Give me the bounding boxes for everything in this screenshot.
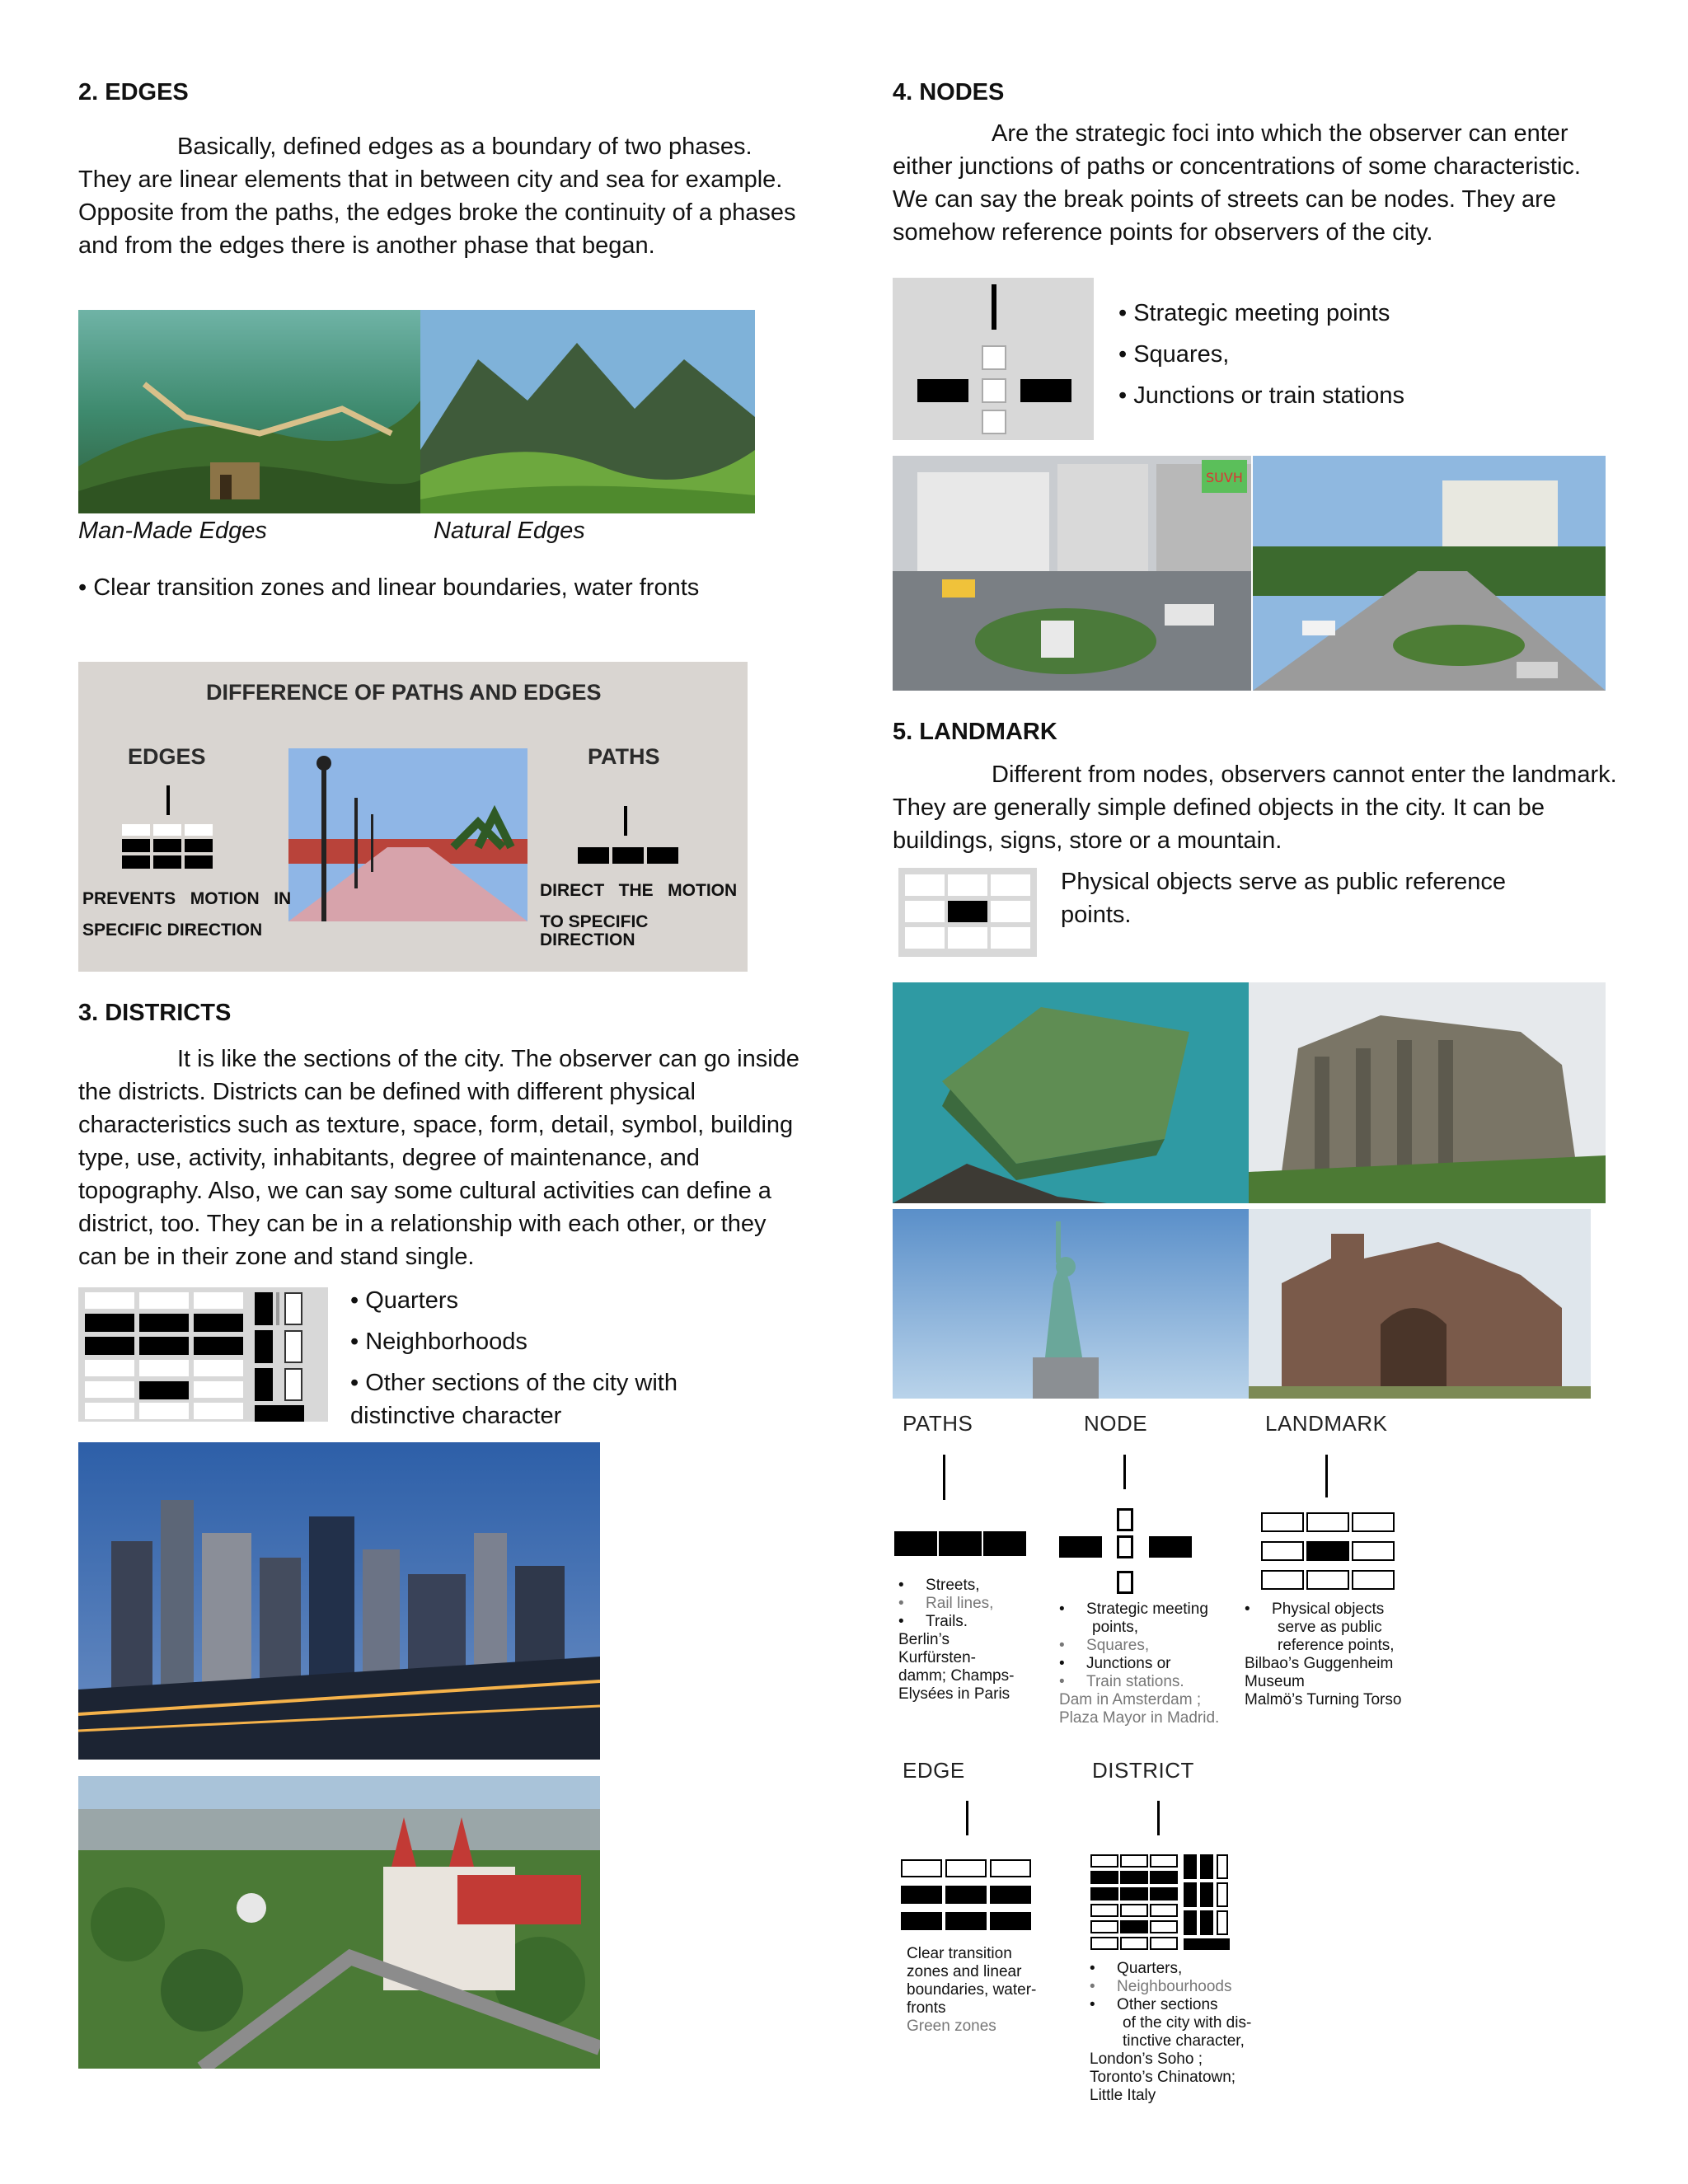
summary-paths-block-2 — [939, 1531, 982, 1556]
summary-edge-cell-filled — [945, 1912, 987, 1930]
summary-edge-line-3: boundaries, water- — [907, 1981, 1037, 1999]
summary-landmark-cell — [1352, 1512, 1395, 1532]
summary-landmark-cell — [1306, 1570, 1349, 1590]
summary-node-item — [1059, 1637, 1249, 1655]
difference-panel — [78, 662, 748, 972]
promenade-photo — [288, 748, 528, 921]
summary-node-example-1: Dam in Amsterdam ; — [1059, 1691, 1202, 1708]
summary-paths-text — [898, 1577, 1030, 1704]
bullet-dot: • — [1090, 1978, 1118, 1995]
summary-district-line — [1157, 1801, 1160, 1835]
bullet-dot: • — [898, 1577, 926, 1594]
summary-node-item-2: points, — [1092, 1619, 1138, 1636]
summary-paths-item — [898, 1595, 1030, 1613]
summary-node-line — [1123, 1455, 1126, 1489]
summary-landmark-cell — [1261, 1541, 1304, 1561]
natural-edge-photo — [420, 310, 755, 513]
summary-district-cell-filled — [1090, 1871, 1118, 1884]
node-glyph — [893, 278, 1094, 440]
plaza-photo-sign: SUVH — [1206, 470, 1243, 485]
summary-landmark-cell-filled — [1306, 1541, 1349, 1561]
city-night-photo — [78, 1442, 600, 1760]
districts-bullet-2: • Neighborhoods — [350, 1329, 528, 1355]
summary-node-box-2 — [1117, 1535, 1133, 1558]
nodes-heading: 4. NODES — [893, 79, 1005, 105]
nodes-paragraph — [893, 117, 1618, 249]
paths-desc-line2: TO SPECIFIC DIRECTION — [540, 912, 649, 949]
summary-paths-example-3: Elysées in Paris — [898, 1685, 1010, 1703]
summary-district-cell — [1150, 1937, 1178, 1950]
summary-node-item-5: Train stations. — [1086, 1673, 1184, 1690]
summary-edge-extra: Green zones — [907, 2018, 996, 2035]
summary-district-cell — [1150, 1854, 1178, 1868]
summary-paths-block-1 — [894, 1531, 937, 1556]
bullet-dot: • — [1059, 1601, 1087, 1618]
summary-landmark-line — [1325, 1455, 1328, 1497]
summary-landmark-example-2: Museum — [1245, 1673, 1305, 1690]
summary-edge-line — [966, 1801, 968, 1835]
summary-district-item-3: Other sections — [1117, 1996, 1218, 2013]
difference-title: DIFFERENCE OF PATHS AND EDGES — [206, 680, 602, 705]
summary-district-item — [1090, 1978, 1279, 1996]
summary-edge-cell-filled — [945, 1886, 987, 1904]
nodes-paragraph-text: Are the strategic foci into which the observer can enter either junctions of paths or concentrations of some characteristic. We can say the break points of streets can be nodes. They are somehow reference points for observers of the city. — [893, 120, 1581, 246]
summary-landmark-item — [1245, 1601, 1434, 1619]
districts-paragraph — [78, 1043, 804, 1273]
landmark-glyph — [898, 868, 1037, 957]
summary-node-item — [1059, 1655, 1249, 1673]
summary-district-cell-filled — [1120, 1871, 1148, 1884]
statue-of-liberty-photo — [893, 1209, 1249, 1399]
summary-paths-label: PATHS — [903, 1411, 973, 1436]
natural-edges-caption: Natural Edges — [434, 518, 585, 544]
summary-district-cell — [1217, 1854, 1228, 1879]
man-made-edge-photo — [78, 310, 420, 513]
summary-district-example-2: Toronto’s Chinatown; — [1090, 2069, 1236, 2086]
summary-district-cell — [1090, 1904, 1118, 1917]
summary-district-cell-filled — [1184, 1854, 1197, 1879]
edges-paragraph — [78, 130, 804, 262]
summary-edge-line-2: zones and linear — [907, 1963, 1022, 1980]
summary-district-label: DISTRICT — [1092, 1758, 1194, 1783]
summary-paths-item — [898, 1577, 1030, 1595]
summary-edge-cell — [901, 1859, 942, 1877]
summary-landmark-item-2: serve as public — [1278, 1619, 1382, 1636]
landmark-note: Physical objects serve as public reference points. — [1061, 869, 1506, 928]
districts-bullet-3: • Other sections of the city with distinctive character — [350, 1370, 678, 1429]
summary-landmark-cell — [1306, 1512, 1349, 1532]
island-fort-photo — [893, 982, 1249, 1203]
edges-desc-line2: SPECIFIC DIRECTION — [82, 921, 263, 940]
summary-landmark-text — [1245, 1601, 1434, 1709]
summary-district-cell — [1090, 1854, 1118, 1868]
summary-landmark-cell — [1261, 1570, 1304, 1590]
summary-district-cell — [1217, 1882, 1228, 1907]
summary-node-block-left — [1059, 1536, 1102, 1558]
summary-district-cell — [1150, 1920, 1178, 1933]
edges-paragraph-text: Basically, defined edges as a boundary of two phases. They are linear elements that in between city and sea for example. Opposite from the paths, the edges broke the continuity of a phases and from the edges there is another phase that began. — [78, 134, 796, 259]
summary-landmark-cell — [1261, 1512, 1304, 1532]
districts-paragraph-text: It is like the sections of the city. The observer can go inside the districts. Districts can be defined with different physical characteristics such as texture, space, form, detail, symbol, building type, use, activity, inhabitants, degree of maintenance, and topography. Also, we can say some cultural activities can define a district, too. They can be in a relationship with each other, or they can be in their zone and stand single. — [78, 1046, 799, 1270]
bullet-dot: • — [1090, 1960, 1118, 1977]
summary-paths-example-2: damm; Champs- — [898, 1667, 1015, 1685]
summary-district-example-3: Little Italy — [1090, 2087, 1156, 2104]
district-glyph — [78, 1287, 328, 1422]
difference-paths-label: PATHS — [588, 744, 660, 769]
summary-node-item — [1059, 1601, 1249, 1619]
summary-edge-cell-filled — [990, 1886, 1031, 1904]
summary-edge-cell-filled — [990, 1912, 1031, 1930]
summary-district-item-5: tinctive character, — [1123, 2032, 1245, 2050]
summary-landmark-example-3: Malmö’s Turning Torso — [1245, 1691, 1402, 1708]
bullet-dot: • — [898, 1595, 926, 1612]
ruins-photo — [1249, 982, 1606, 1203]
summary-edge-cell — [945, 1859, 987, 1877]
summary-district-item-1: Quarters, — [1117, 1960, 1183, 1977]
summary-district-cell-filled — [1184, 1882, 1197, 1907]
summary-paths-block-3 — [983, 1531, 1026, 1556]
summary-paths-item — [898, 1613, 1030, 1631]
summary-node-box-3 — [1117, 1571, 1133, 1594]
summary-district-cell-filled — [1200, 1882, 1213, 1907]
edges-bullet: • Clear transition zones and linear boundaries, water fronts — [78, 574, 700, 601]
summary-district-cell-filled — [1120, 1920, 1148, 1933]
summary-paths-example-1: Berlin’s Kurfürsten- — [898, 1631, 976, 1666]
summary-district-cell — [1120, 1854, 1148, 1868]
nodes-bullets — [1118, 293, 1404, 416]
summary-landmark-cell — [1352, 1570, 1395, 1590]
church-photo — [1249, 1209, 1591, 1399]
landmark-paragraph — [893, 758, 1618, 857]
summary-edge-line-1: Clear transition — [907, 1945, 1012, 1962]
summary-district-cell-filled — [1150, 1887, 1178, 1900]
plaza-photo — [893, 456, 1251, 691]
districts-bullet-1: • Quarters — [350, 1287, 459, 1314]
summary-district-item — [1090, 1960, 1279, 1978]
summary-district-item-2: Neighbourhoods — [1117, 1978, 1232, 1995]
summary-district-cell-filled — [1200, 1910, 1213, 1935]
summary-node-block-right — [1149, 1536, 1192, 1558]
summary-landmark-example-1: Bilbao’s Guggenheim — [1245, 1655, 1394, 1672]
summary-landmark-item-1: Physical objects — [1272, 1601, 1385, 1618]
difference-edges-label: EDGES — [128, 744, 206, 769]
nodes-bullet-1: • Strategic meeting points — [1118, 300, 1390, 326]
summary-district-cell-filled — [1184, 1938, 1230, 1950]
summary-district-cell — [1090, 1937, 1118, 1950]
summary-district-cell — [1150, 1904, 1178, 1917]
summary-district-cell-filled — [1184, 1910, 1197, 1935]
summary-district-example-1: London’s Soho ; — [1090, 2050, 1203, 2068]
summary-node-item-3: Squares, — [1086, 1637, 1150, 1654]
roundabout-photo — [1253, 456, 1606, 691]
summary-district-cell-filled — [1090, 1887, 1118, 1900]
summary-paths-item-3: Trails. — [926, 1613, 968, 1630]
summary-district-item-4: of the city with dis- — [1123, 2014, 1252, 2032]
summary-landmark-item-3: reference points, — [1278, 1637, 1395, 1654]
summary-edge-cell — [990, 1859, 1031, 1877]
bullet-dot: • — [898, 1613, 926, 1630]
summary-node-item-1: Strategic meeting — [1086, 1601, 1208, 1618]
summary-node-label: NODE — [1084, 1411, 1148, 1436]
paths-desc-line1: DIRECT THE MOTION — [540, 881, 738, 900]
summary-district-cell — [1217, 1910, 1228, 1935]
bullet-dot: • — [1059, 1655, 1087, 1672]
nodes-bullet-3: • Junctions or train stations — [1118, 382, 1405, 409]
nodes-bullet-2: • Squares, — [1118, 341, 1230, 368]
summary-district-cell-filled — [1200, 1854, 1213, 1879]
districts-bullets — [350, 1280, 779, 1432]
summary-district-text — [1090, 1960, 1279, 2105]
landmark-heading: 5. LANDMARK — [893, 719, 1057, 745]
summary-edge-cell-filled — [901, 1912, 942, 1930]
summary-node-item-4: Junctions or — [1086, 1655, 1171, 1672]
edges-desc-line1: PREVENTS MOTION IN — [82, 889, 292, 908]
summary-node-text — [1059, 1601, 1249, 1727]
bullet-dot: • — [1059, 1673, 1087, 1690]
summary-landmark-cell — [1352, 1541, 1395, 1561]
summary-district-cell — [1090, 1920, 1118, 1933]
summary-edge-cell-filled — [901, 1886, 942, 1904]
edges-heading: 2. EDGES — [78, 79, 189, 105]
summary-district-item — [1090, 1996, 1279, 2014]
districts-heading: 3. DISTRICTS — [78, 1000, 232, 1026]
church-aerial-photo — [78, 1776, 600, 2069]
summary-paths-item-1: Streets, — [926, 1577, 980, 1594]
summary-edge-text — [907, 1945, 1063, 2036]
summary-edge-label: EDGE — [903, 1758, 965, 1783]
bullet-dot: • — [1090, 1996, 1118, 2013]
summary-paths-line — [943, 1455, 945, 1500]
landmark-paragraph-text: Different from nodes, observers cannot enter the landmark. They are generally simple defined objects in the city. It can be buildings, signs, store or a mountain. — [893, 762, 1617, 854]
summary-district-cell — [1120, 1937, 1148, 1950]
summary-paths-item-2: Rail lines, — [926, 1595, 994, 1612]
summary-district-cell-filled — [1150, 1871, 1178, 1884]
bullet-dot: • — [1059, 1637, 1087, 1654]
summary-district-cell-filled — [1120, 1887, 1148, 1900]
summary-edge-line-4: fronts — [907, 1999, 946, 2017]
summary-district-cell — [1120, 1904, 1148, 1917]
summary-node-example-2: Plaza Mayor in Madrid. — [1059, 1709, 1220, 1727]
summary-node-item — [1059, 1673, 1249, 1691]
man-made-edges-caption: Man-Made Edges — [78, 518, 267, 544]
bullet-dot: • — [1245, 1601, 1273, 1618]
summary-node-box-1 — [1117, 1508, 1133, 1531]
summary-landmark-label: LANDMARK — [1265, 1411, 1388, 1436]
